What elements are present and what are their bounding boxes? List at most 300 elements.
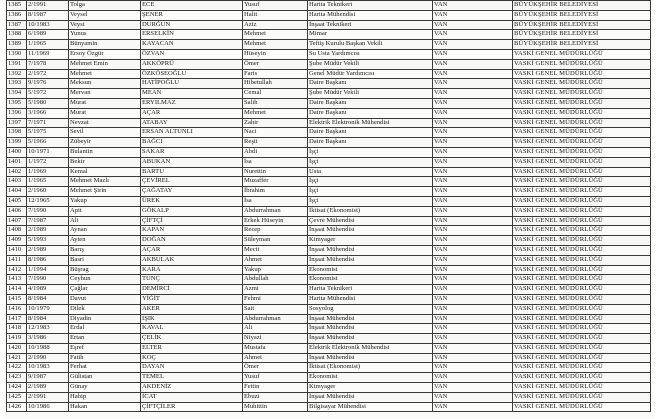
table-row — [7, 138, 651, 148]
row-number: 1418 — [7, 324, 27, 334]
row-number: 1397 — [7, 118, 27, 128]
job-title: Bilgisayar Mühendisi — [308, 402, 433, 412]
father-name: Muzaffer — [243, 177, 308, 187]
last-name: ÜREK — [141, 196, 243, 206]
row-number: 1403 — [7, 177, 27, 187]
table-row — [7, 206, 651, 216]
father-name: Fehmi — [243, 294, 308, 304]
first-name: Bünyamin — [69, 40, 141, 50]
last-name: KARA — [141, 265, 243, 275]
table-row — [7, 157, 651, 167]
last-name: AKKÖPRÜ — [141, 59, 243, 69]
job-title: Su Usta Yardımcısı — [308, 49, 433, 59]
job-title: Daire Başkanı — [308, 128, 433, 138]
last-name: BARTU — [141, 167, 243, 177]
province: VAN — [433, 236, 513, 246]
institution: VASKİ GENEL MÜDÜRLÜĞÜ — [513, 157, 651, 167]
institution: VASKİ GENEL MÜDÜRLÜĞÜ — [513, 196, 651, 206]
first-name: Ali — [69, 216, 141, 226]
job-title: İnşaat Mühendisi — [308, 324, 433, 334]
table-row — [7, 353, 651, 363]
table-row — [7, 98, 651, 108]
province: VAN — [433, 383, 513, 393]
job-title: Usta — [308, 167, 433, 177]
father-name: Muhittin — [243, 402, 308, 412]
first-name: Mehmet Emin — [69, 59, 141, 69]
table-row — [7, 20, 651, 30]
table-row — [7, 79, 651, 89]
job-title: Kimyager — [308, 383, 433, 393]
last-name: ELTER — [141, 343, 243, 353]
province: VAN — [433, 59, 513, 69]
first-name: Hakan — [69, 402, 141, 412]
birth-date: 10/1971 — [27, 147, 69, 157]
row-number: 1408 — [7, 226, 27, 236]
province: VAN — [433, 216, 513, 226]
province: VAN — [433, 98, 513, 108]
job-title: İşçi — [308, 177, 433, 187]
father-name: Ahmet — [243, 255, 308, 265]
father-name: Fettin — [243, 383, 308, 393]
job-title: İşçi — [308, 147, 433, 157]
father-name: Cemal — [243, 89, 308, 99]
province: VAN — [433, 285, 513, 295]
birth-date: 3/1966 — [27, 108, 69, 118]
birth-date: 1/1972 — [27, 157, 69, 167]
last-name: KOÇ — [141, 353, 243, 363]
first-name: Ertan — [69, 334, 141, 344]
province: VAN — [433, 304, 513, 314]
institution: VASKİ GENEL MÜDÜRLÜĞÜ — [513, 206, 651, 216]
province: VAN — [433, 108, 513, 118]
birth-date: 3/1986 — [27, 334, 69, 344]
birth-date: 7/1990 — [27, 275, 69, 285]
institution: VASKİ GENEL MÜDÜRLÜĞÜ — [513, 89, 651, 99]
row-number: 1409 — [7, 236, 27, 246]
job-title: İnşaat Teknikeri — [308, 20, 433, 30]
first-name: Zübeyir — [69, 138, 141, 148]
province: VAN — [433, 167, 513, 177]
province: VAN — [433, 157, 513, 167]
province: VAN — [433, 373, 513, 383]
table-row — [7, 167, 651, 177]
father-name: Ömer — [243, 363, 308, 373]
table-row — [7, 275, 651, 285]
last-name: ÖZVAN — [141, 49, 243, 59]
institution: VASKİ GENEL MÜDÜRLÜĞÜ — [513, 402, 651, 412]
job-title: Genel Müdür Yardımcısı — [308, 69, 433, 79]
father-name: Abdurrahman — [243, 206, 308, 216]
table-row — [7, 216, 651, 226]
father-name: Yusuf — [243, 1, 308, 11]
job-title: Sosyolog — [308, 304, 433, 314]
table-row — [7, 49, 651, 59]
row-number: 1396 — [7, 108, 27, 118]
row-number: 1417 — [7, 314, 27, 324]
job-title: Daire Başkanı — [308, 98, 433, 108]
table-row — [7, 334, 651, 344]
institution: VASKİ GENEL MÜDÜRLÜĞÜ — [513, 147, 651, 157]
table-row — [7, 1, 651, 11]
table-row — [7, 108, 651, 118]
province: VAN — [433, 49, 513, 59]
row-number: 1390 — [7, 49, 27, 59]
father-name: İbrahim — [243, 187, 308, 197]
last-name: ÇEVİREL — [141, 177, 243, 187]
first-name: Mervan — [69, 89, 141, 99]
province: VAN — [433, 40, 513, 50]
institution: BÜYÜKŞEHİR BELEDİYESİ — [513, 10, 651, 20]
last-name: DOĞAN — [141, 236, 243, 246]
last-name: ÇELİK — [141, 334, 243, 344]
table-row — [7, 304, 651, 314]
job-title: Mimar — [308, 30, 433, 40]
last-name: DAYAN — [141, 363, 243, 373]
job-title: İktisat (Ekonomist) — [308, 363, 433, 373]
first-name: Ferhat — [69, 363, 141, 373]
table-body — [7, 1, 651, 412]
institution: VASKİ GENEL MÜDÜRLÜĞÜ — [513, 294, 651, 304]
last-name: IŞIK — [141, 314, 243, 324]
institution: VASKİ GENEL MÜDÜRLÜĞÜ — [513, 226, 651, 236]
province: VAN — [433, 10, 513, 20]
first-name: Habip — [69, 392, 141, 402]
job-title: Elektrik Elektronik Mühendisi — [308, 343, 433, 353]
province: VAN — [433, 79, 513, 89]
row-number: 1406 — [7, 206, 27, 216]
table-row — [7, 245, 651, 255]
province: VAN — [433, 128, 513, 138]
last-name: AKDENİZ — [141, 383, 243, 393]
birth-date: 2/1990 — [27, 353, 69, 363]
province: VAN — [433, 334, 513, 344]
province: VAN — [433, 402, 513, 412]
row-number: 1416 — [7, 304, 27, 314]
birth-date: 8/1984 — [27, 314, 69, 324]
table-row — [7, 196, 651, 206]
father-name: Mustafa — [243, 343, 308, 353]
last-name: KAPAN — [141, 226, 243, 236]
father-name: Zahir — [243, 118, 308, 128]
institution: VASKİ GENEL MÜDÜRLÜĞÜ — [513, 285, 651, 295]
job-title: İşçi — [308, 157, 433, 167]
institution: VASKİ GENEL MÜDÜRLÜĞÜ — [513, 265, 651, 275]
first-name: Yunus — [69, 30, 141, 40]
row-number: 1422 — [7, 363, 27, 373]
last-name: DEMİRCİ — [141, 285, 243, 295]
birth-date: 12/1965 — [27, 196, 69, 206]
last-name: ÇİFTÇİ — [141, 216, 243, 226]
table-row — [7, 236, 651, 246]
father-name: Hüseyin — [243, 49, 308, 59]
institution: VASKİ GENEL MÜDÜRLÜĞÜ — [513, 255, 651, 265]
birth-date: 10/1983 — [27, 20, 69, 30]
birth-date: 10/1986 — [27, 402, 69, 412]
last-name: ABUKAN — [141, 157, 243, 167]
father-name: Aziz — [243, 20, 308, 30]
first-name: Eşref — [69, 343, 141, 353]
father-name: Ömer — [243, 59, 308, 69]
job-title: Harita Mühendisi — [308, 294, 433, 304]
father-name: Ali — [243, 324, 308, 334]
table-row — [7, 177, 651, 187]
first-name: Meksun — [69, 79, 141, 89]
first-name: Veysel — [69, 10, 141, 20]
row-number: 1421 — [7, 353, 27, 363]
table-row — [7, 128, 651, 138]
last-name: ERSAN ALTUNLI — [141, 128, 243, 138]
birth-date: 6/1989 — [27, 30, 69, 40]
province: VAN — [433, 20, 513, 30]
job-title: İnşaat Mühendisi — [308, 226, 433, 236]
personnel-table — [6, 0, 651, 412]
job-title: İşçi — [308, 196, 433, 206]
institution: VASKİ GENEL MÜDÜRLÜĞÜ — [513, 49, 651, 59]
birth-date: 8/1987 — [27, 10, 69, 20]
province: VAN — [433, 392, 513, 402]
row-number: 1394 — [7, 89, 27, 99]
row-number: 1411 — [7, 255, 27, 265]
province: VAN — [433, 255, 513, 265]
row-number: 1392 — [7, 69, 27, 79]
row-number: 1386 — [7, 10, 27, 20]
birth-date: 7/1990 — [27, 206, 69, 216]
first-name: Ceyhun — [69, 275, 141, 285]
institution: BÜYÜKŞEHİR BELEDİYESİ — [513, 30, 651, 40]
institution: VASKİ GENEL MÜDÜRLÜĞÜ — [513, 304, 651, 314]
first-name: Diyadin — [69, 314, 141, 324]
birth-date: 2/1989 — [27, 226, 69, 236]
institution: VASKİ GENEL MÜDÜRLÜĞÜ — [513, 383, 651, 393]
row-number: 1412 — [7, 265, 27, 275]
birth-date: 9/1987 — [27, 373, 69, 383]
province: VAN — [433, 147, 513, 157]
institution: VASKİ GENEL MÜDÜRLÜĞÜ — [513, 69, 651, 79]
institution: VASKİ GENEL MÜDÜRLÜĞÜ — [513, 363, 651, 373]
table-row — [7, 69, 651, 79]
last-name: ÖZKÖSEOĞLU — [141, 69, 243, 79]
father-name: Mecit — [243, 245, 308, 255]
row-number: 1402 — [7, 167, 27, 177]
birth-date: 12/1983 — [27, 324, 69, 334]
father-name: Halit — [243, 10, 308, 20]
province: VAN — [433, 245, 513, 255]
job-title: Daire Başkanı — [308, 79, 433, 89]
table-row — [7, 373, 651, 383]
first-name: Büşrag — [69, 265, 141, 275]
job-title: Daire Başkanı — [308, 138, 433, 148]
table-row — [7, 363, 651, 373]
row-number: 1404 — [7, 187, 27, 197]
last-name: DURĞUN — [141, 20, 243, 30]
first-name: Veysi — [69, 20, 141, 30]
first-name: Tolga — [69, 1, 141, 11]
province: VAN — [433, 314, 513, 324]
province: VAN — [433, 275, 513, 285]
first-name: Nevzat — [69, 118, 141, 128]
first-name: Gülistan — [69, 373, 141, 383]
last-name: AÇAR — [141, 108, 243, 118]
first-name: Günay — [69, 383, 141, 393]
row-number: 1413 — [7, 275, 27, 285]
father-name: Ebuzi — [243, 392, 308, 402]
father-name: Yakup — [243, 265, 308, 275]
institution: VASKİ GENEL MÜDÜRLÜĞÜ — [513, 343, 651, 353]
table-row — [7, 285, 651, 295]
birth-date: 7/1978 — [27, 59, 69, 69]
institution: VASKİ GENEL MÜDÜRLÜĞÜ — [513, 128, 651, 138]
table-row — [7, 89, 651, 99]
first-name: Mehmet — [69, 69, 141, 79]
job-title: İnşaat Mühendisi — [308, 245, 433, 255]
father-name: Süleyman — [243, 236, 308, 246]
job-title: Harita Teknikeri — [308, 1, 433, 11]
father-name: Mehmet — [243, 40, 308, 50]
father-name: Naci — [243, 128, 308, 138]
job-title: Çevre Mühendisi — [308, 216, 433, 226]
institution: VASKİ GENEL MÜDÜRLÜĞÜ — [513, 314, 651, 324]
province: VAN — [433, 187, 513, 197]
province: VAN — [433, 294, 513, 304]
job-title: İnşaat Mühendisi — [308, 353, 433, 363]
last-name: KAYACAN — [141, 40, 243, 50]
institution: VASKİ GENEL MÜDÜRLÜĞÜ — [513, 373, 651, 383]
birth-date: 1/1965 — [27, 177, 69, 187]
row-number: 1410 — [7, 245, 27, 255]
first-name: Yakup — [69, 196, 141, 206]
row-number: 1419 — [7, 334, 27, 344]
last-name: KAVAL — [141, 324, 243, 334]
birth-date: 7/1987 — [27, 216, 69, 226]
row-number: 1423 — [7, 373, 27, 383]
birth-date: 5/1975 — [27, 128, 69, 138]
birth-date: 10/1979 — [27, 304, 69, 314]
father-name: Reşit — [243, 138, 308, 148]
row-number: 1415 — [7, 294, 27, 304]
table-row — [7, 59, 651, 69]
last-name: AKBULAK — [141, 255, 243, 265]
father-name: Ahmet — [243, 353, 308, 363]
row-number: 1424 — [7, 383, 27, 393]
father-name: Abdi — [243, 147, 308, 157]
row-number: 1388 — [7, 30, 27, 40]
table-row — [7, 324, 651, 334]
last-name: BAĞCI — [141, 138, 243, 148]
first-name: Erdal — [69, 324, 141, 334]
last-name: MEAN — [141, 89, 243, 99]
last-name: İCAT — [141, 392, 243, 402]
province: VAN — [433, 206, 513, 216]
last-name: YİĞİT — [141, 294, 243, 304]
province: VAN — [433, 138, 513, 148]
institution: VASKİ GENEL MÜDÜRLÜĞÜ — [513, 275, 651, 285]
birth-date: 1/1969 — [27, 167, 69, 177]
table-row — [7, 383, 651, 393]
job-title: Ekonomist — [308, 265, 433, 275]
last-name: HATİPOĞLU — [141, 79, 243, 89]
birth-date: 5/1966 — [27, 138, 69, 148]
table-row — [7, 40, 651, 50]
institution: VASKİ GENEL MÜDÜRLÜĞÜ — [513, 98, 651, 108]
job-title: İşçi — [308, 187, 433, 197]
table-row — [7, 30, 651, 40]
job-title: Elektrik Elektronik Mühendisi — [308, 118, 433, 128]
institution: BÜYÜKŞEHİR BELEDİYESİ — [513, 40, 651, 50]
birth-date: 2/1960 — [27, 187, 69, 197]
father-name: Abdurrahman — [243, 314, 308, 324]
job-title: İnşaat Mühendisi — [308, 392, 433, 402]
job-title: Daire Başkanı — [308, 108, 433, 118]
job-title: Harita Teknikeri — [308, 285, 433, 295]
province: VAN — [433, 177, 513, 187]
father-name: Mehmet — [243, 108, 308, 118]
row-number: 1393 — [7, 79, 27, 89]
table-row — [7, 147, 651, 157]
institution: VASKİ GENEL MÜDÜRLÜĞÜ — [513, 216, 651, 226]
province: VAN — [433, 353, 513, 363]
job-title: Kimyager — [308, 236, 433, 246]
first-name: Çağlar — [69, 285, 141, 295]
table-row — [7, 392, 651, 402]
job-title: İnşaat Mühendisi — [308, 314, 433, 324]
institution: VASKİ GENEL MÜDÜRLÜĞÜ — [513, 236, 651, 246]
job-title: İnşaat Mühendisi — [308, 334, 433, 344]
first-name: Murat — [69, 108, 141, 118]
table-row — [7, 255, 651, 265]
job-title: Şube Müdür Vekili — [308, 89, 433, 99]
first-name: Bekir — [69, 157, 141, 167]
table-row — [7, 402, 651, 412]
row-number: 1399 — [7, 138, 27, 148]
institution: VASKİ GENEL MÜDÜRLÜĞÜ — [513, 59, 651, 69]
row-number: 1395 — [7, 98, 27, 108]
institution: BÜYÜKŞEHİR BELEDİYESİ — [513, 1, 651, 11]
province: VAN — [433, 363, 513, 373]
first-name: Mehmet Mazlı — [69, 177, 141, 187]
last-name: AÇAR — [141, 245, 243, 255]
province: VAN — [433, 30, 513, 40]
birth-date: 2/1991 — [27, 1, 69, 11]
last-name: TEMEL — [141, 373, 243, 383]
job-title: Ekonomist — [308, 373, 433, 383]
father-name: Salih — [243, 98, 308, 108]
row-number: 1414 — [7, 285, 27, 295]
table-row — [7, 294, 651, 304]
province: VAN — [433, 226, 513, 236]
first-name: Dilek — [69, 304, 141, 314]
first-name: Ayten — [69, 236, 141, 246]
row-number: 1391 — [7, 59, 27, 69]
birth-date: 2/1989 — [27, 383, 69, 393]
last-name: ERSELKİN — [141, 30, 243, 40]
row-number: 1425 — [7, 392, 27, 402]
birth-date: 8/1984 — [27, 294, 69, 304]
father-name: İsa — [243, 157, 308, 167]
job-title: İktisat (Ekonomist) — [308, 206, 433, 216]
row-number: 1387 — [7, 20, 27, 30]
birth-date: 2/1989 — [27, 245, 69, 255]
province: VAN — [433, 89, 513, 99]
father-name: Mehmet — [243, 30, 308, 40]
first-name: Barış — [69, 245, 141, 255]
birth-date: 9/1976 — [27, 79, 69, 89]
province: VAN — [433, 343, 513, 353]
table-row — [7, 118, 651, 128]
institution: VASKİ GENEL MÜDÜRLÜĞÜ — [513, 187, 651, 197]
first-name: Davut — [69, 294, 141, 304]
job-title: İnşaat Mühendisi — [308, 255, 433, 265]
first-name: Sevil — [69, 128, 141, 138]
